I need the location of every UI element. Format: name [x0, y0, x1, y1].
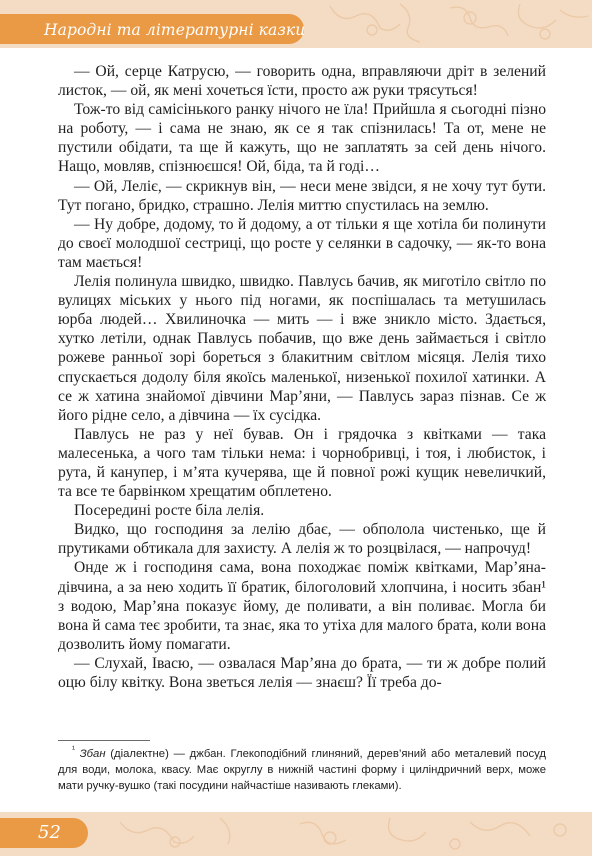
ornament-pattern: [0, 812, 592, 856]
paragraph: — Ну добре, додому, то й додому, а от тільки я ще хотіла би полинути до своєї молодшої сестриці, що росте у селянки в садочку, — як-то вона там мається!: [58, 215, 546, 271]
footnote-divider: [58, 740, 150, 741]
paragraph: Видко, що господиня за лелію дбає, — обполола чистенько, ще й прутиками обтикала для захисту. А лелія ж то розцвілася, — напрочуд!: [58, 521, 546, 558]
section-title: Народні та літературні казки: [44, 21, 306, 39]
paragraph: Лелія полинула швидко, швидко. Павлусь бачив, як миготіло світло по вулицях міських у нього під ногами, як поспішалась та метушилась юрба людей… Хвилиночка — мить — і вже зникло місто. Здається, хутко летіли, однак Павлусь побачив, що вже день займається і світло рожеве ранньої зорі бореться з блакитним світлом місяця. Лелія тихо спускається додолу біля якоїсь маленької, низенької похилої хатинки. А се ж хатина знайомої дівчини Мар’яни, — Павлусь зараз пізнав. Се ж його рідне село, а дівчина — їх сусідка.: [58, 273, 546, 424]
paragraph: Онде ж і господиня сама, вона походжає поміж квітками, Мар’яна-дівчина, а за нею ходить її братик, білоголовий хлопчина, і носить збан¹ з водою, Мар’яна показує йому, де поливати, а він поливає. Могла би вона й сама теє зробити, та знає, яка то утіха для малого брата, коли вона дозволить йому помагати.: [58, 559, 546, 653]
paragraph: Тож-то від самісінького ранку нічого не їла! Прийшла я сьогодні пізно на роботу, — і сама не знаю, як се я так спізнилась! Та от, мене не пустили обідати, та ще й кажуть, що не заплатять за сей день нічого. Нащо, мовляв, спізнюєшся! Ой, біда, та й годі…: [58, 101, 546, 176]
paragraph: Павлусь не раз у неї бував. Он і грядочка з квітками — така малесенька, а чого там тільки нема: і чорнобривці, і тоя, і любисток, і рута, й канупер, і м’ята кучерява, ще й повної рожі кущик невеличкий, та все те барвінком хрещатим обплетено.: [58, 425, 546, 501]
paragraph: — Слухай, Івасю, — озвалася Мар’яна до брата, — ти ж добре полий оцю білу квітку. Вона зветься лелія — знаєш? Її треба до-: [58, 654, 546, 691]
story-text: [58, 62, 546, 692]
paragraph: — Ой, серце Катрусю, — говорить одна, вправляючи дріт в зелений листок, — ой, як мені хочеться їсти, просто аж руки трясуться!: [58, 63, 546, 100]
paragraph: — Ой, Леліє, — скрикнув він, — неси мене звідси, я не хочу тут бути. Тут погано, бридко, страшно. Лелія миттю спустилась на землю.: [58, 177, 546, 214]
footnote-text: (діалектне) — джбан. Глекоподібний глиняний, дерев’яний або металевий посуд для води, молока, квасу. Має округлу в нижній частині форму і циліндричний верх, може мати ручку-вушко (такі посудини найчастіше називають глеками).: [58, 748, 546, 792]
footnote: [58, 746, 546, 794]
footnote-term: Збан: [79, 748, 106, 760]
footer-band: [0, 812, 592, 856]
footnote-marker: ¹: [72, 744, 75, 755]
paragraph: Посередині росте біла лелія.: [74, 502, 265, 520]
page-number: 52: [38, 822, 61, 843]
